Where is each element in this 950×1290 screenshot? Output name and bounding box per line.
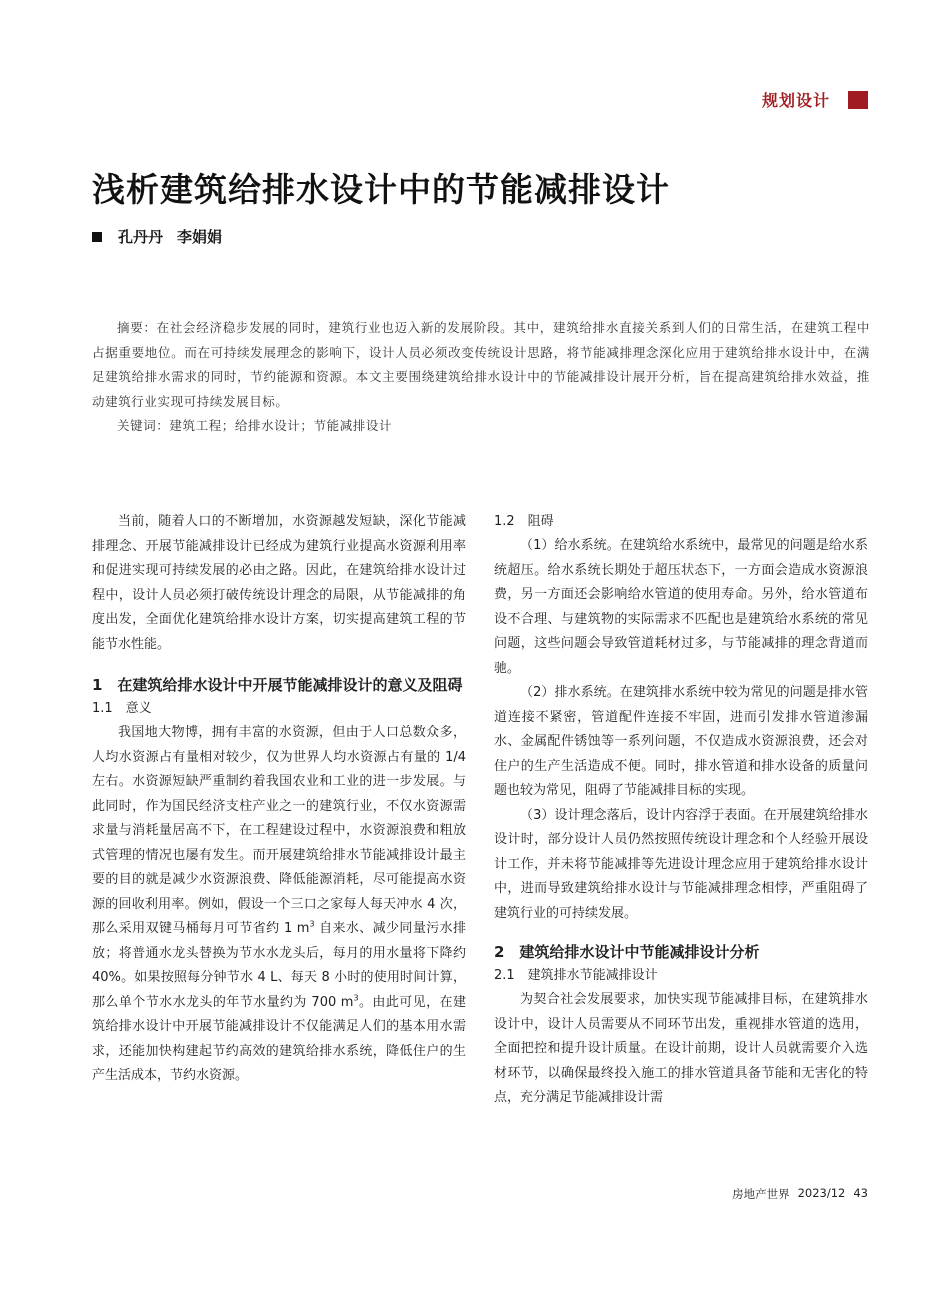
author-line	[92, 226, 236, 247]
right-column	[494, 510, 868, 1111]
paragraph-water-supply: （1）给水系统。在建筑给水系统中，最常见的问题是给水系统超压。给水系统长期处于超压状态下，一方面会造成水资源浪费，另一方面还会影响给水管道的使用寿命。另外，给水管道布设不合理、与建筑物的实际需求不匹配也是建筑给水系统的常见问题，这些问题会导致管道耗材过多，与节能减排的理念背道而驰。	[494, 538, 868, 676]
paragraph-1-1: 我国地大物博，拥有丰富的水资源，但由于人口总数众多，人均水资源占有量相对较少，仅为世界人均水资源占有量的 1/4 左右。水资源短缺严重制约着我国农业和工业的进一步发展。与此同时，作为国民经济支柱产业之一的建筑行业，不仅水资源需求量与消耗量居高不下，在工程建设过程中，水资源浪费和粗放式管理的情况也屡有发生。而开展建筑给排水节能减排设计最主要的目的就是减少水资源浪费、降低能源消耗，尽可能提高水资源的回收利用率。例如，假设一个三口之家每人每天冲水 4 次，那么采用双键马桶每月可节省约 1 $m^3$ 自来水、减少同量污水排放；将普通水龙头替换为节水水龙头后，每月的用水量将下降约 40%。如果按照每分钟节水 4 L、每天 8 小时的使用时间计算，那么单个节水水龙头的年节水量约为 700 $m^3$。由此可见，在建筑给排水设计中开展节能减排设计不仅能满足人们的基本用水需求，还能加快构建起节约高效的建筑给排水系统，降低住户的生产生活成本，节约水资源。	[92, 725, 466, 1083]
section-tag	[762, 88, 868, 111]
author-name: 李娟娟	[177, 228, 223, 246]
journal-name: 房地产世界	[732, 1187, 790, 1201]
keywords-text: 关键词：建筑工程；给排水设计；节能减排设计	[117, 418, 393, 433]
paragraph-2-1: 为契合社会发展要求，加快实现节能减排目标，在建筑排水设计中，设计人员需要从不同环节出发，重视排水管道的选用，全面把控和提升设计质量。在设计前期，设计人员就需要介入选材环节，以确保最终投入施工的排水管道具备节能和无害化的特点，充分满足节能减排设计需	[494, 992, 868, 1105]
heading-1-1: 1.1 意义	[92, 701, 152, 716]
article-title: 浅析建筑给排水设计中的节能减排设计	[92, 170, 670, 209]
page-number: 43	[853, 1186, 868, 1200]
section-marker	[848, 91, 868, 109]
heading-section-1: 1 在建筑给排水设计中开展节能减排设计的意义及阻碍	[92, 676, 463, 694]
heading-1-2: 1.2 阻碍	[494, 514, 554, 529]
author-bullet	[92, 232, 102, 242]
left-column	[92, 510, 466, 1089]
author-name: 孔丹丹	[118, 228, 164, 246]
paragraph-design-concept: （3）设计理念落后，设计内容浮于表面。在开展建筑给排水设计时，部分设计人员仍然按照传统设计理念和个人经验开展设计工作，并未将节能减排等先进设计理念应用于建筑给排水设计中，进而导致建筑给排水设计与节能减排理念相悖，严重阻碍了建筑行业的可持续发展。	[494, 807, 868, 921]
abstract-block	[92, 316, 870, 439]
issue-number: 2023/12	[797, 1186, 846, 1200]
section-label: 规划设计	[761, 91, 830, 110]
heading-2-1: 2.1 建筑排水节能减排设计	[494, 968, 658, 983]
abstract-text: 摘要：在社会经济稳步发展的同时，建筑行业也迈入新的发展阶段。其中，建筑给排水直接关系到人们的日常生活，在建筑工程中占据重要地位。而在可持续发展理念的影响下，设计人员必须改变传统设计思路，将节能减排理念深化应用于建筑给排水设计中，在满足建筑给排水需求的同时，节约能源和资源。本文主要围绕建筑给排水设计中的节能减排设计展开分析，旨在提高建筑给排水效益，推动建筑行业实现可持续发展目标。	[92, 320, 870, 409]
page-footer	[732, 1186, 868, 1202]
paragraph-drainage: （2）排水系统。在建筑排水系统中较为常见的问题是排水管道连接不紧密，管道配件连接不牢固，进而引发排水管道渗漏水、金属配件锈蚀等一系列问题，不仅造成水资源浪费，还会对住户的生产生活造成不便。同时，排水管道和排水设备的质量问题也较为常见，阻碍了节能减排目标的实现。	[494, 685, 868, 798]
intro-paragraph: 当前，随着人口的不断增加，水资源越发短缺，深化节能减排理念、开展节能减排设计已经成为建筑行业提高水资源利用率和促进实现可持续发展的必由之路。因此，在建筑给排水设计过程中，设计人员必须打破传统设计理念的局限，从节能减排的角度出发，全面优化建筑给排水设计方案，切实提高建筑工程的节能节水性能。	[92, 514, 466, 652]
heading-section-2: 2 建筑给排水设计中节能减排设计分析	[494, 943, 760, 961]
